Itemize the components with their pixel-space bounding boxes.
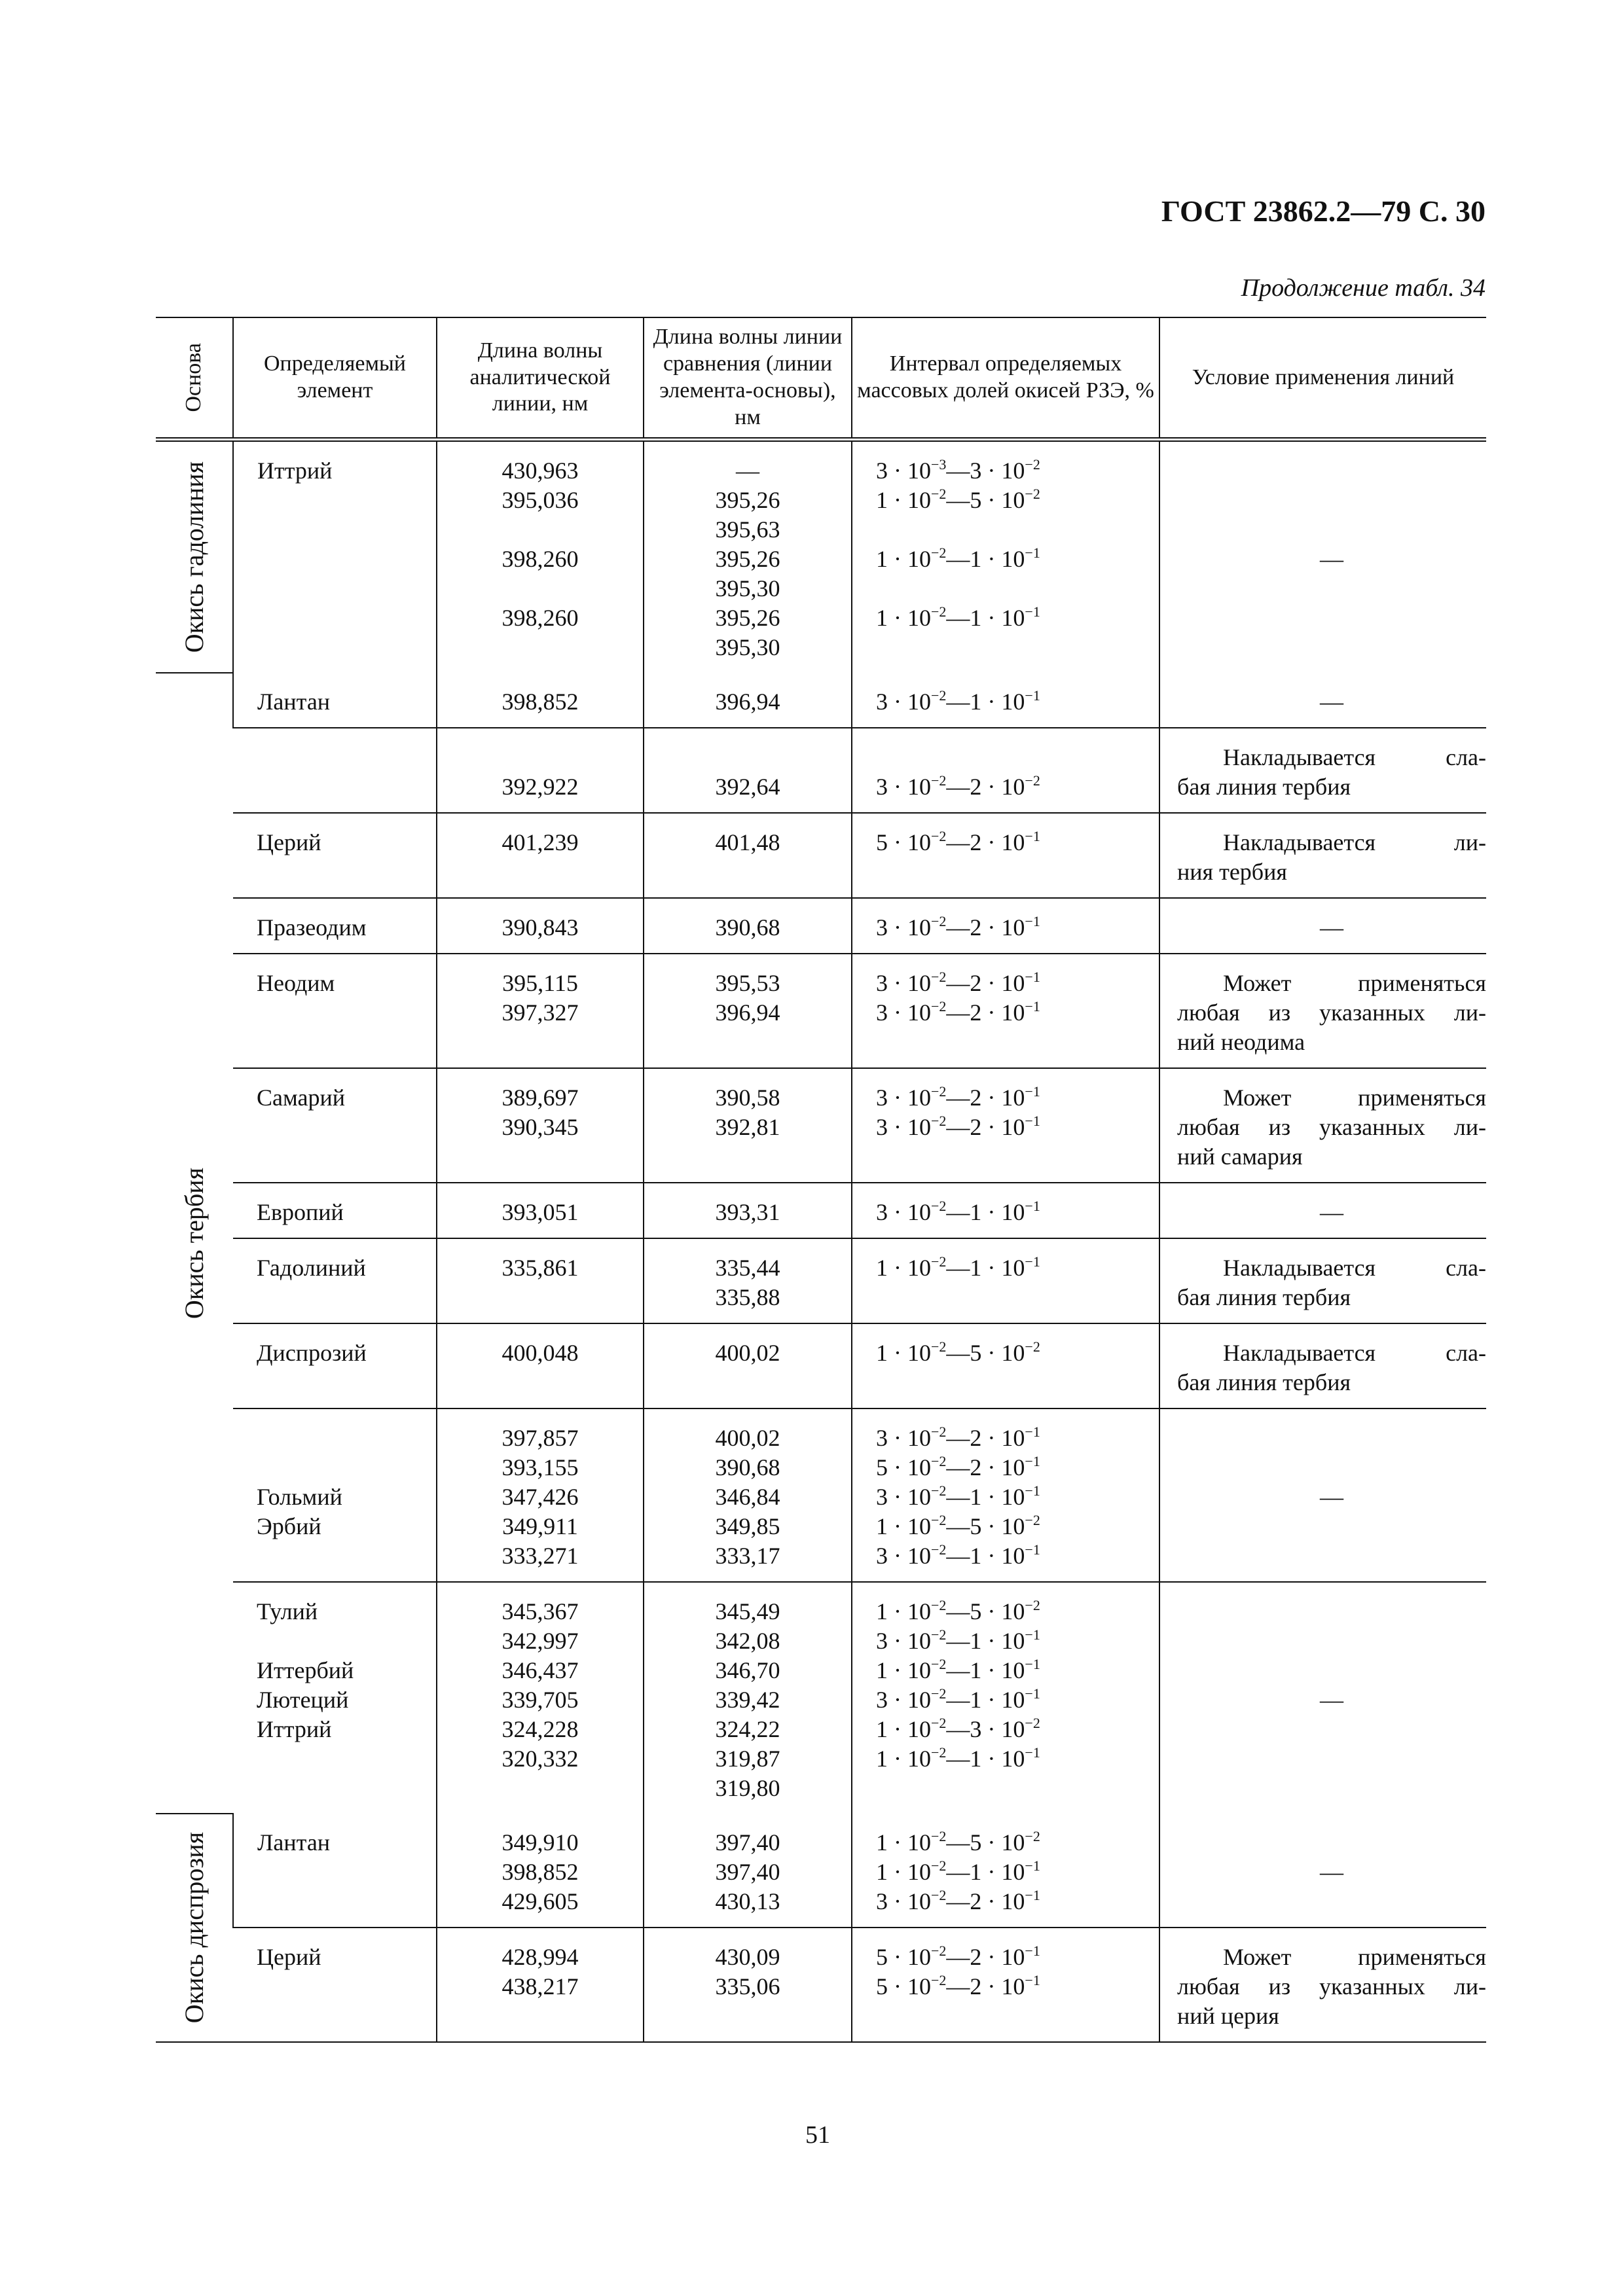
interval-value: $3 \cdot 10^{-2}—2 \cdot 10^{-1}$ <box>876 1887 1040 1914</box>
interval-cell <box>852 1408 1159 1582</box>
condition-text: ний церия <box>1177 2003 1279 2029</box>
interval-cell <box>852 1928 1159 2042</box>
interval-value: $5 \cdot 10^{-2}—2 \cdot 10^{-1}$ <box>876 1943 1040 1970</box>
table-row <box>156 1183 1486 1238</box>
comparison-wavelength: 335,88 <box>715 1284 780 1310</box>
condition-text: любая из указанных ли- <box>1177 999 1486 1026</box>
interval-value: $1 \cdot 10^{-2}—5 \cdot 10^{-2}$ <box>876 1338 1040 1366</box>
element-cell <box>233 954 437 1068</box>
analytic-wavelength: 324,228 <box>501 1716 579 1742</box>
interval-cell <box>852 813 1159 898</box>
analytic-wavelength <box>441 743 639 772</box>
condition-cell <box>1159 1238 1486 1323</box>
analytic-wavelength: 438,217 <box>501 1973 579 2000</box>
analytic-wavelength: 398,852 <box>501 1859 579 1885</box>
comparison-wavelength-cell <box>644 1814 852 1928</box>
comparison-wavelength-cell <box>644 898 852 954</box>
analytic-wavelength: 346,437 <box>501 1657 579 1683</box>
comparison-wavelength: 401,48 <box>715 829 780 855</box>
comparison-wavelength: 390,58 <box>715 1085 780 1111</box>
interval-value: $3 \cdot 10^{-2}—2 \cdot 10^{-1}$ <box>876 998 1040 1026</box>
analytic-wavelength: 400,048 <box>501 1340 579 1366</box>
analytic-wavelength-cell <box>437 1408 644 1582</box>
analytic-wavelength-cell <box>437 813 644 898</box>
comparison-wavelength: 396,94 <box>715 999 780 1026</box>
condition-cell <box>1159 1928 1486 2042</box>
interval-value <box>876 633 1155 662</box>
analytic-wavelength: 392,922 <box>501 774 579 800</box>
interval-cell <box>852 1582 1159 1814</box>
comparison-wavelength-cell <box>644 673 852 728</box>
element-cell <box>233 1323 437 1408</box>
comparison-wavelength-cell <box>644 1408 852 1582</box>
spectral-lines-table <box>156 317 1486 2043</box>
interval-value: $3 \cdot 10^{-2}—1 \cdot 10^{-1}$ <box>876 1482 1040 1510</box>
document-header: ГОСТ 23862.2—79 С. 30 <box>1161 194 1486 228</box>
interval-cell <box>852 728 1159 813</box>
table-header <box>156 317 1486 440</box>
col-header-base: Основа <box>156 317 233 440</box>
element-name: Гольмий <box>257 1484 342 1510</box>
table-header-row <box>156 317 1486 440</box>
analytic-wavelength: 393,051 <box>501 1199 579 1225</box>
comparison-wavelength: 346,84 <box>715 1484 780 1510</box>
element-name: Церий <box>257 829 321 855</box>
interval-value: $1 \cdot 10^{-2}—1 \cdot 10^{-1}$ <box>876 1253 1040 1281</box>
table-row <box>156 1814 1486 1928</box>
condition-text: бая линия тербия <box>1177 1284 1351 1310</box>
interval-value: $1 \cdot 10^{-2}—5 \cdot 10^{-2}$ <box>876 1828 1040 1856</box>
analytic-wavelength-cell <box>437 1183 644 1238</box>
comparison-wavelength: 395,63 <box>715 516 780 543</box>
comparison-wavelength: 342,08 <box>715 1628 780 1654</box>
condition-text: бая линия тербия <box>1177 1369 1351 1395</box>
table-row <box>156 1068 1486 1183</box>
col-header-interval: Интервал определяемых массовых долей окисей РЗЭ, % <box>852 317 1159 440</box>
element-name: Европий <box>257 1199 344 1225</box>
element-cell <box>233 1928 437 2042</box>
element-name <box>257 1424 432 1453</box>
table-row <box>156 1582 1486 1814</box>
element-name: Празеодим <box>257 914 367 941</box>
element-name: Лантан <box>257 689 331 715</box>
comparison-wavelength: 346,70 <box>715 1657 780 1683</box>
element-cell <box>233 1068 437 1183</box>
comparison-wavelength: 395,26 <box>715 605 780 631</box>
element-name: Самарий <box>257 1085 346 1111</box>
element-cell <box>233 813 437 898</box>
table-continuation-label: Продолжение табл. 34 <box>1241 274 1486 302</box>
interval-cell <box>852 1814 1159 1928</box>
table-row <box>156 673 1486 728</box>
element-name: Диспрозий <box>257 1340 367 1366</box>
element-name <box>257 1774 432 1803</box>
condition-text: ний самария <box>1177 1143 1303 1170</box>
comparison-wavelength-cell <box>644 954 852 1068</box>
analytic-wavelength: 339,705 <box>501 1687 579 1713</box>
table-row <box>156 813 1486 898</box>
condition-text: любая из указанных ли- <box>1177 1114 1486 1140</box>
interval-value <box>876 574 1155 603</box>
interval-value: $3 \cdot 10^{-2}—2 \cdot 10^{-2}$ <box>876 772 1040 800</box>
condition-cell <box>1159 898 1486 954</box>
element-name: Гадолиний <box>257 1255 366 1281</box>
element-name <box>257 1626 432 1656</box>
condition-cell <box>1159 440 1486 673</box>
comparison-wavelength-cell <box>644 1183 852 1238</box>
comparison-wavelength-cell <box>644 1238 852 1323</box>
interval-value <box>876 1774 1155 1803</box>
condition-cell <box>1159 1582 1486 1814</box>
interval-value <box>876 515 1155 545</box>
comparison-wavelength: 397,40 <box>715 1859 780 1885</box>
interval-value: $3 \cdot 10^{-2}—1 \cdot 10^{-1}$ <box>876 1541 1040 1569</box>
interval-cell <box>852 898 1159 954</box>
table-row <box>156 1928 1486 2042</box>
interval-cell <box>852 673 1159 728</box>
comparison-wavelength: 400,02 <box>715 1340 780 1366</box>
comparison-wavelength: 390,68 <box>715 1454 780 1480</box>
analytic-wavelength: 401,239 <box>501 829 579 855</box>
comparison-wavelength-cell <box>644 813 852 898</box>
comparison-wavelength: 395,30 <box>715 575 780 601</box>
element-name: Лютеций <box>257 1687 349 1713</box>
base-oxide-cell <box>156 440 233 673</box>
comparison-wavelength: 430,13 <box>715 1888 780 1914</box>
base-oxide-label: Окись гадолиния <box>179 461 209 653</box>
col-header-condition: Условие применения линий <box>1159 317 1486 440</box>
col-header-analytic-wavelength: Длина волны аналитической линии, нм <box>437 317 644 440</box>
base-oxide-label: Окись тербия <box>179 1167 209 1319</box>
comparison-wavelength: 319,87 <box>715 1746 780 1772</box>
analytic-wavelength: 428,994 <box>501 1944 579 1970</box>
analytic-wavelength: 395,036 <box>501 487 579 513</box>
interval-value: $1 \cdot 10^{-2}—1 \cdot 10^{-1}$ <box>876 603 1040 631</box>
analytic-wavelength-cell <box>437 673 644 728</box>
condition-text: Может применяться <box>1223 970 1486 996</box>
condition-cell <box>1159 954 1486 1068</box>
element-name <box>257 1744 432 1774</box>
interval-value: $3 \cdot 10^{-3}—3 \cdot 10^{-2}$ <box>876 456 1040 484</box>
interval-value: $5 \cdot 10^{-2}—2 \cdot 10^{-1}$ <box>876 1972 1040 2000</box>
table-row <box>156 898 1486 954</box>
element-name: Лантан <box>257 1829 331 1856</box>
comparison-wavelength: 335,06 <box>715 1973 780 2000</box>
analytic-wavelength-cell <box>437 1814 644 1928</box>
analytic-wavelength: 342,997 <box>501 1628 579 1654</box>
analytic-wavelength: 349,910 <box>501 1829 579 1856</box>
condition-text: — <box>1320 1859 1343 1885</box>
analytic-wavelength-cell <box>437 1928 644 2042</box>
base-oxide-cell <box>156 1814 233 2042</box>
comparison-wavelength: 390,68 <box>715 914 780 941</box>
table-row <box>156 1408 1486 1582</box>
analytic-wavelength <box>441 515 639 545</box>
element-cell <box>233 1814 437 1928</box>
comparison-wavelength: 392,81 <box>715 1114 780 1140</box>
col-header-comparison-wavelength: Длина волны линии сравнения (линии элемента-основы), нм <box>644 317 852 440</box>
element-name <box>257 1541 432 1571</box>
element-cell <box>233 1238 437 1323</box>
table-row <box>156 954 1486 1068</box>
analytic-wavelength <box>441 1774 639 1803</box>
element-cell <box>233 1408 437 1582</box>
condition-cell <box>1159 1814 1486 1928</box>
analytic-wavelength: 398,260 <box>501 605 579 631</box>
analytic-wavelength-cell <box>437 440 644 673</box>
table-row <box>156 1323 1486 1408</box>
element-cell <box>233 1183 437 1238</box>
analytic-wavelength: 347,426 <box>501 1484 579 1510</box>
condition-text: — <box>1320 914 1343 941</box>
comparison-wavelength: 396,94 <box>715 689 780 715</box>
analytic-wavelength-cell <box>437 1582 644 1814</box>
analytic-wavelength: 395,115 <box>502 970 578 996</box>
interval-cell <box>852 1323 1159 1408</box>
comparison-wavelength-cell <box>644 1582 852 1814</box>
condition-cell <box>1159 1323 1486 1408</box>
interval-value: $3 \cdot 10^{-2}—1 \cdot 10^{-1}$ <box>876 687 1040 715</box>
analytic-wavelength: 430,963 <box>501 457 579 484</box>
condition-cell <box>1159 673 1486 728</box>
table-row <box>156 728 1486 813</box>
interval-value: $3 \cdot 10^{-2}—2 \cdot 10^{-1}$ <box>876 969 1040 996</box>
interval-value <box>876 743 1155 772</box>
comparison-wavelength: 392,64 <box>715 774 780 800</box>
analytic-wavelength-cell <box>437 1238 644 1323</box>
element-cell <box>233 1582 437 1814</box>
comparison-wavelength: — <box>736 457 759 484</box>
comparison-wavelength-cell <box>644 728 852 813</box>
element-cell <box>233 440 437 673</box>
analytic-wavelength: 393,155 <box>501 1454 579 1480</box>
interval-value: $1 \cdot 10^{-2}—1 \cdot 10^{-1}$ <box>876 1857 1040 1885</box>
condition-cell <box>1159 1408 1486 1582</box>
analytic-wavelength: 390,345 <box>501 1114 579 1140</box>
condition-text: ний неодима <box>1177 1029 1305 1055</box>
analytic-wavelength: 398,260 <box>501 546 579 572</box>
element-name: Неодим <box>257 970 335 996</box>
analytic-wavelength: 397,327 <box>501 999 579 1026</box>
comparison-wavelength: 393,31 <box>715 1199 780 1225</box>
comparison-wavelength: 395,26 <box>715 546 780 572</box>
base-oxide-cell <box>156 673 233 1814</box>
element-name: Тулий <box>257 1598 318 1624</box>
condition-text: — <box>1320 1484 1343 1510</box>
analytic-wavelength: 398,852 <box>501 689 579 715</box>
interval-value: $1 \cdot 10^{-2}—5 \cdot 10^{-2}$ <box>876 1597 1040 1624</box>
comparison-wavelength-cell <box>644 1323 852 1408</box>
condition-cell <box>1159 813 1486 898</box>
condition-text: Накладывается ли- <box>1223 829 1486 855</box>
interval-cell <box>852 440 1159 673</box>
comparison-wavelength: 339,42 <box>715 1687 780 1713</box>
condition-text: Накладывается сла- <box>1223 1340 1486 1366</box>
element-cell <box>233 728 437 813</box>
element-name: Иттрий <box>257 1716 332 1742</box>
condition-cell <box>1159 1068 1486 1183</box>
element-cell <box>233 898 437 954</box>
interval-value: $3 \cdot 10^{-2}—1 \cdot 10^{-1}$ <box>876 1685 1040 1713</box>
analytic-wavelength: 349,911 <box>502 1513 578 1539</box>
comparison-wavelength: 335,44 <box>715 1255 780 1281</box>
comparison-wavelength: 430,09 <box>715 1944 780 1970</box>
element-name: Эрбий <box>257 1513 321 1539</box>
interval-value: $1 \cdot 10^{-2}—1 \cdot 10^{-1}$ <box>876 545 1040 572</box>
interval-cell <box>852 954 1159 1068</box>
condition-text: — <box>1320 1687 1343 1713</box>
table-row <box>156 1238 1486 1323</box>
condition-text: Накладывается сла- <box>1223 1255 1486 1281</box>
comparison-wavelength-cell <box>644 1928 852 2042</box>
condition-text: — <box>1320 689 1343 715</box>
condition-text: — <box>1320 546 1343 572</box>
analytic-wavelength-cell <box>437 728 644 813</box>
analytic-wavelength <box>441 574 639 603</box>
comparison-wavelength: 345,49 <box>715 1598 780 1624</box>
interval-value: $1 \cdot 10^{-2}—5 \cdot 10^{-2}$ <box>876 486 1040 513</box>
interval-value: $1 \cdot 10^{-2}—5 \cdot 10^{-2}$ <box>876 1512 1040 1539</box>
col-header-element: Определяемый элемент <box>233 317 437 440</box>
comparison-wavelength <box>648 743 847 772</box>
comparison-wavelength: 395,26 <box>715 487 780 513</box>
interval-value: $1 \cdot 10^{-2}—1 \cdot 10^{-1}$ <box>876 1656 1040 1683</box>
page-number: 51 <box>805 2121 830 2149</box>
comparison-wavelength: 400,02 <box>715 1425 780 1451</box>
analytic-wavelength-cell <box>437 1068 644 1183</box>
element-cell <box>233 673 437 728</box>
comparison-wavelength: 349,85 <box>715 1513 780 1539</box>
table-row <box>156 440 1486 673</box>
condition-text: Может применяться <box>1223 1944 1486 1970</box>
comparison-wavelength: 397,40 <box>715 1829 780 1856</box>
interval-value: $5 \cdot 10^{-2}—2 \cdot 10^{-1}$ <box>876 828 1040 855</box>
table-body <box>156 440 1486 2043</box>
analytic-wavelength: 429,605 <box>501 1888 579 1914</box>
condition-text: ния тербия <box>1177 859 1287 885</box>
interval-value: $1 \cdot 10^{-2}—3 \cdot 10^{-2}$ <box>876 1715 1040 1742</box>
spectral-lines-table-container <box>156 317 1486 2043</box>
comparison-wavelength-cell <box>644 440 852 673</box>
analytic-wavelength: 333,271 <box>501 1543 579 1569</box>
interval-value: $3 \cdot 10^{-2}—2 \cdot 10^{-1}$ <box>876 1113 1040 1140</box>
condition-text: Может применяться <box>1223 1085 1486 1111</box>
base-oxide-label: Окись диспрозия <box>179 1832 209 2024</box>
analytic-wavelength: 345,367 <box>501 1598 579 1624</box>
analytic-wavelength-cell <box>437 1323 644 1408</box>
element-name: Иттербий <box>257 1657 354 1683</box>
condition-cell <box>1159 728 1486 813</box>
comparison-wavelength: 319,80 <box>715 1775 780 1801</box>
comparison-wavelength: 324,22 <box>715 1716 780 1742</box>
analytic-wavelength: 389,697 <box>501 1085 579 1111</box>
interval-value: $1 \cdot 10^{-2}—1 \cdot 10^{-1}$ <box>876 1744 1040 1772</box>
interval-value: $3 \cdot 10^{-2}—1 \cdot 10^{-1}$ <box>876 1198 1040 1225</box>
analytic-wavelength-cell <box>437 954 644 1068</box>
comparison-wavelength: 395,30 <box>715 634 780 660</box>
interval-value: $3 \cdot 10^{-2}—2 \cdot 10^{-1}$ <box>876 913 1040 941</box>
comparison-wavelength-cell <box>644 1068 852 1183</box>
analytic-wavelength: 397,857 <box>501 1425 579 1451</box>
interval-value: $3 \cdot 10^{-2}—1 \cdot 10^{-1}$ <box>876 1626 1040 1654</box>
interval-value: $3 \cdot 10^{-2}—2 \cdot 10^{-1}$ <box>876 1424 1040 1451</box>
analytic-wavelength: 320,332 <box>501 1746 579 1772</box>
interval-cell <box>852 1183 1159 1238</box>
interval-cell <box>852 1238 1159 1323</box>
analytic-wavelength-cell <box>437 898 644 954</box>
element-name <box>257 1453 432 1482</box>
analytic-wavelength <box>441 633 639 662</box>
element-name: Церий <box>257 1944 321 1970</box>
condition-text: бая линия тербия <box>1177 774 1351 800</box>
interval-cell <box>852 1068 1159 1183</box>
condition-text: — <box>1320 1199 1343 1225</box>
comparison-wavelength: 395,53 <box>715 970 780 996</box>
comparison-wavelength: 333,17 <box>715 1543 780 1569</box>
condition-text: любая из указанных ли- <box>1177 1973 1486 2000</box>
interval-value: $5 \cdot 10^{-2}—2 \cdot 10^{-1}$ <box>876 1453 1040 1480</box>
condition-cell <box>1159 1183 1486 1238</box>
interval-value: $3 \cdot 10^{-2}—2 \cdot 10^{-1}$ <box>876 1083 1040 1111</box>
analytic-wavelength: 390,843 <box>501 914 579 941</box>
element-name: Иттрий <box>257 457 333 484</box>
condition-text: Накладывается сла- <box>1223 744 1486 770</box>
analytic-wavelength: 335,861 <box>501 1255 579 1281</box>
